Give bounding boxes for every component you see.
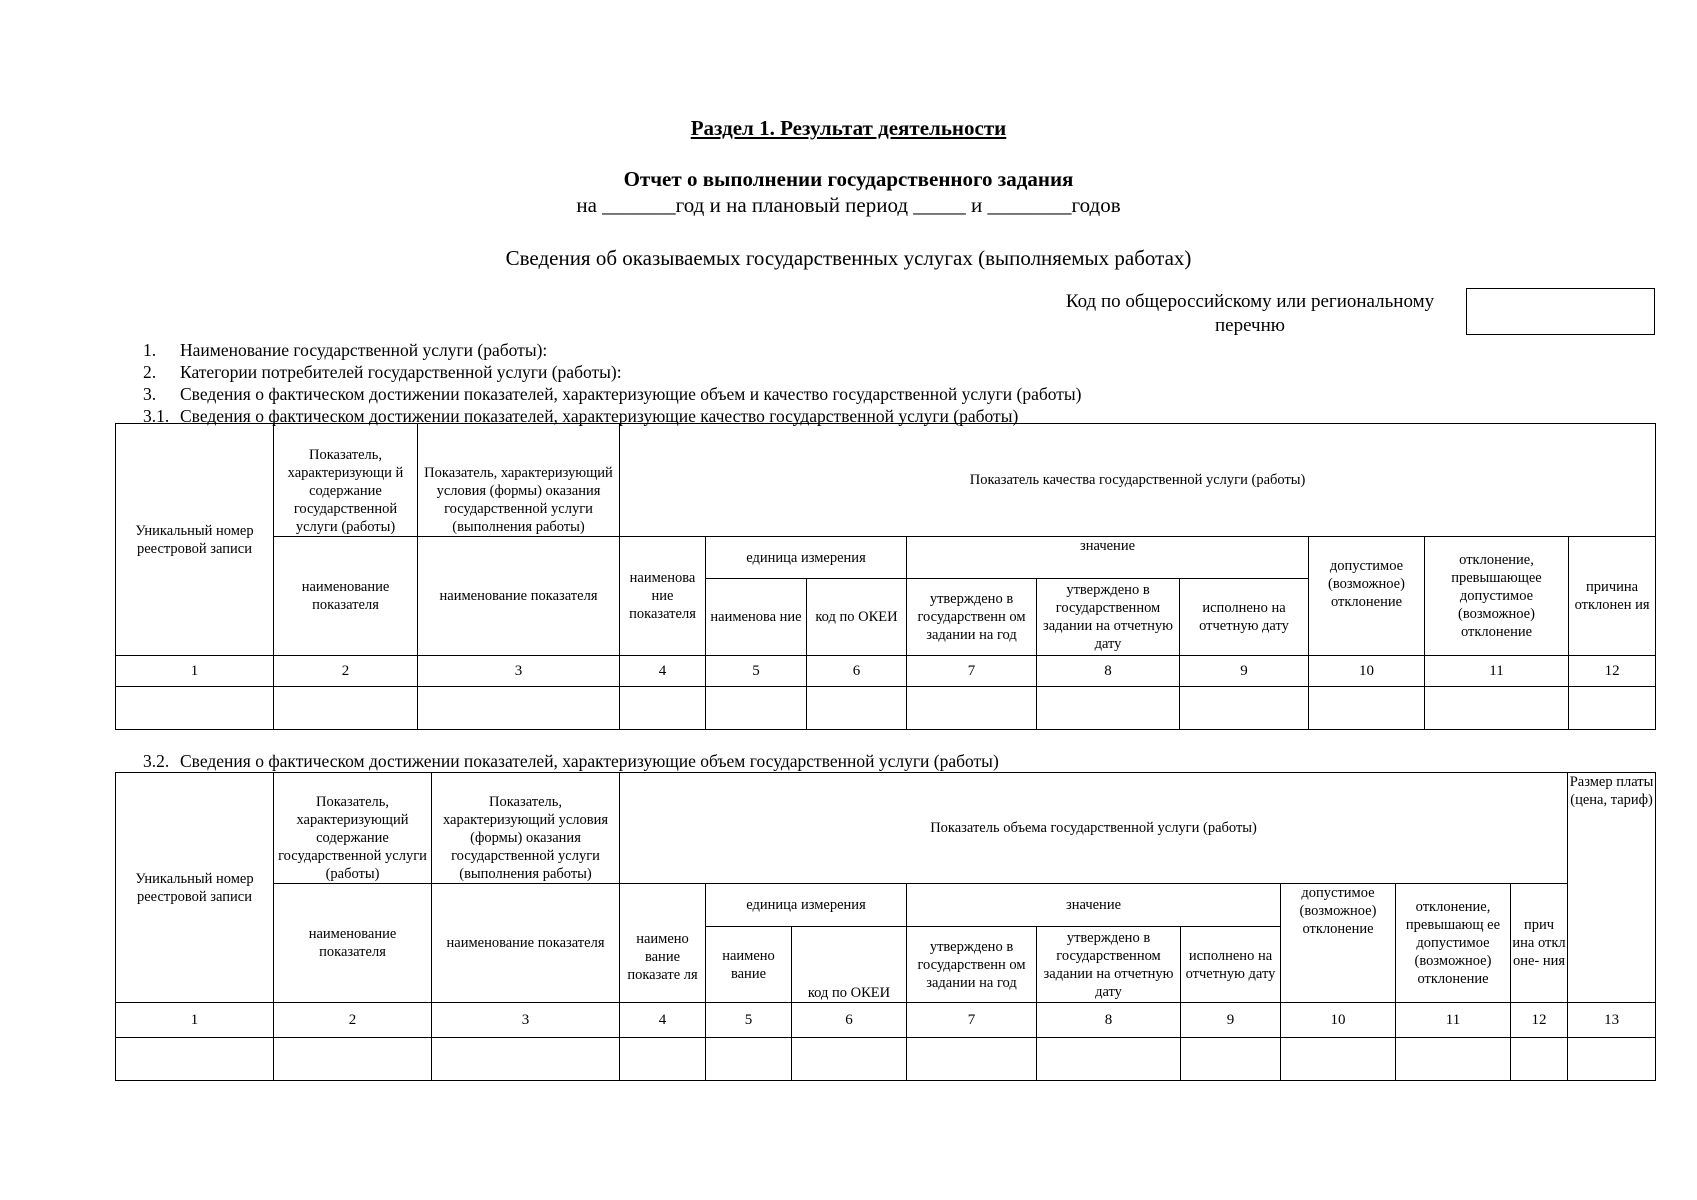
table-row	[116, 1038, 1656, 1081]
code-input-box[interactable]	[1466, 288, 1655, 335]
data-cell[interactable]	[274, 687, 418, 730]
data-cell[interactable]	[116, 687, 274, 730]
header-indicator-name: наименование показателя	[418, 537, 620, 656]
caption-number: 3.2.	[143, 751, 170, 771]
list-item-text: Наименование государственной услуги (работы):	[180, 340, 548, 360]
header-deviation-reason: прич ина откл оне- ния	[1511, 884, 1568, 1003]
table-row	[116, 687, 1656, 730]
header-exceeding-deviation: отклонение, превышающ ее допустимое (возможное) отклонение	[1396, 884, 1511, 1003]
column-number: 8	[1037, 1003, 1181, 1038]
column-number: 1	[116, 1003, 274, 1038]
column-number: 12	[1569, 656, 1656, 687]
column-number: 2	[274, 1003, 432, 1038]
header-content-indicator: Показатель, характеризующи й содержание государственной услуги (работы)	[274, 424, 418, 537]
code-label	[1040, 290, 1460, 338]
period-line: на _______год и на плановый период _____ и ________годов	[576, 193, 1121, 217]
caption-text: Сведения о фактическом достижении показателей, характеризующие качество государственной услуги (работы)	[180, 406, 1019, 426]
report-title: Отчет о выполнении государственного задания	[623, 167, 1074, 191]
data-cell[interactable]	[1568, 1038, 1656, 1081]
header-unique-number: Уникальный номер реестровой записи	[116, 424, 274, 656]
column-number: 2	[274, 656, 418, 687]
quality-table	[115, 423, 1656, 730]
header-conditions-indicator: Показатель, характеризующий условия (формы) оказания государственной услуги (выполнения работы)	[432, 773, 620, 884]
column-number: 9	[1180, 656, 1309, 687]
header-unique-number: Уникальный номер реестровой записи	[116, 773, 274, 1003]
header-approved-date: утверждено в государственном задании на отчетную дату	[1037, 927, 1181, 1003]
column-number: 6	[792, 1003, 907, 1038]
data-cell[interactable]	[1511, 1038, 1568, 1081]
caption-number: 3.1.	[143, 406, 170, 426]
data-cell[interactable]	[1037, 687, 1180, 730]
caption-text: Сведения о фактическом достижении показателей, характеризующие объем государственной услуги (работы)	[180, 751, 999, 771]
list-item-text: Категории потребителей государственной услуги (работы):	[180, 362, 622, 382]
data-cell[interactable]	[1037, 1038, 1181, 1081]
data-cell[interactable]	[418, 687, 620, 730]
data-cell[interactable]	[1281, 1038, 1396, 1081]
header-exceeding-deviation: отклонение, превышающее допустимое (возможное) отклонение	[1425, 537, 1569, 656]
header-unit-name: наимено вание	[706, 927, 792, 1003]
column-number: 3	[432, 1003, 620, 1038]
list-item-number: 2.	[143, 362, 157, 382]
data-cell[interactable]	[432, 1038, 620, 1081]
data-cell[interactable]	[907, 1038, 1037, 1081]
list-item	[143, 383, 1082, 405]
data-cell[interactable]	[1181, 1038, 1281, 1081]
column-number: 10	[1309, 656, 1425, 687]
list-item-text: Сведения о фактическом достижении показателей, характеризующие объем и качество государственной услуги (работы)	[180, 384, 1082, 404]
column-number: 7	[907, 656, 1037, 687]
data-cell[interactable]	[706, 687, 807, 730]
header-allowed-deviation: допустимое (возможное) отклонение	[1281, 884, 1396, 1003]
data-cell[interactable]	[1569, 687, 1656, 730]
column-number: 10	[1281, 1003, 1396, 1038]
data-cell[interactable]	[1396, 1038, 1511, 1081]
info-list	[143, 339, 1082, 427]
header-price: Размер платы (цена, тариф)	[1568, 773, 1656, 1003]
header-content-indicator: Показатель, характеризующий содержание государственной услуги (работы)	[274, 773, 432, 884]
header-done: исполнено на отчетную дату	[1180, 579, 1309, 656]
header-approved-date: утверждено в государственном задании на отчетную дату	[1037, 579, 1180, 656]
header-indicator-name: наименова ние показателя	[620, 537, 706, 656]
header-value: значение	[907, 884, 1281, 927]
list-item	[143, 339, 1082, 361]
header-deviation-reason: причина отклонен ия	[1569, 537, 1656, 656]
data-cell[interactable]	[792, 1038, 907, 1081]
header-indicator-name: наименование показателя	[274, 884, 432, 1003]
header-unit-code: код по ОКЕИ	[792, 927, 907, 1003]
column-number: 3	[418, 656, 620, 687]
column-number: 7	[907, 1003, 1037, 1038]
header-unit: единица измерения	[706, 884, 907, 927]
column-number: 12	[1511, 1003, 1568, 1038]
column-number: 4	[620, 1003, 706, 1038]
data-cell[interactable]	[1425, 687, 1569, 730]
data-cell[interactable]	[1180, 687, 1309, 730]
header-indicator-name: наименование показателя	[432, 884, 620, 1003]
list-item	[143, 361, 1082, 383]
header-indicator-name: наименование показателя	[274, 537, 418, 656]
code-label-line1: Код по общероссийскому или региональному	[1065, 291, 1435, 312]
column-number: 5	[706, 1003, 792, 1038]
volume-table-caption	[143, 750, 999, 772]
data-cell[interactable]	[620, 687, 706, 730]
data-cell[interactable]	[807, 687, 907, 730]
header-conditions-indicator: Показатель, характеризующий условия (формы) оказания государственной услуги (выполнения работы)	[418, 424, 620, 537]
list-item-number: 3.	[143, 384, 157, 404]
section-title: Раздел 1. Результат деятельности	[690, 116, 1007, 140]
header-quality-indicator: Показатель качества государственной услуги (работы)	[620, 424, 1656, 537]
data-cell[interactable]	[274, 1038, 432, 1081]
header-unit-name: наименова ние	[706, 579, 807, 656]
subtitle: Сведения об оказываемых государственных услугах (выполняемых работах)	[505, 246, 1192, 270]
column-numbers-row	[116, 1003, 1656, 1038]
header-volume-indicator: Показатель объема государственной услуги (работы)	[620, 773, 1568, 884]
column-number: 13	[1568, 1003, 1656, 1038]
header-unit: единица измерения	[706, 537, 907, 579]
header-done: исполнено на отчетную дату	[1181, 927, 1281, 1003]
column-number: 11	[1425, 656, 1569, 687]
column-number: 1	[116, 656, 274, 687]
header-value: значение	[907, 537, 1309, 579]
column-number: 6	[807, 656, 907, 687]
header-unit-code: код по ОКЕИ	[807, 579, 907, 656]
header-approved-year: утверждено в государственн ом задании на год	[907, 927, 1037, 1003]
column-number: 5	[706, 656, 807, 687]
column-numbers-row	[116, 656, 1656, 687]
column-number: 11	[1396, 1003, 1511, 1038]
header-indicator-name: наимено вание показате ля	[620, 884, 706, 1003]
column-number: 9	[1181, 1003, 1281, 1038]
data-cell[interactable]	[706, 1038, 792, 1081]
header-allowed-deviation: допустимое (возможное) отклонение	[1309, 537, 1425, 656]
data-cell[interactable]	[116, 1038, 274, 1081]
data-cell[interactable]	[1309, 687, 1425, 730]
data-cell[interactable]	[907, 687, 1037, 730]
column-number: 4	[620, 656, 706, 687]
data-cell[interactable]	[620, 1038, 706, 1081]
code-label-line2: перечню	[1215, 315, 1285, 336]
column-number: 8	[1037, 656, 1180, 687]
header-approved-year: утверждено в государственн ом задании на год	[907, 579, 1037, 656]
volume-table	[115, 772, 1656, 1081]
list-item-number: 1.	[143, 340, 157, 360]
